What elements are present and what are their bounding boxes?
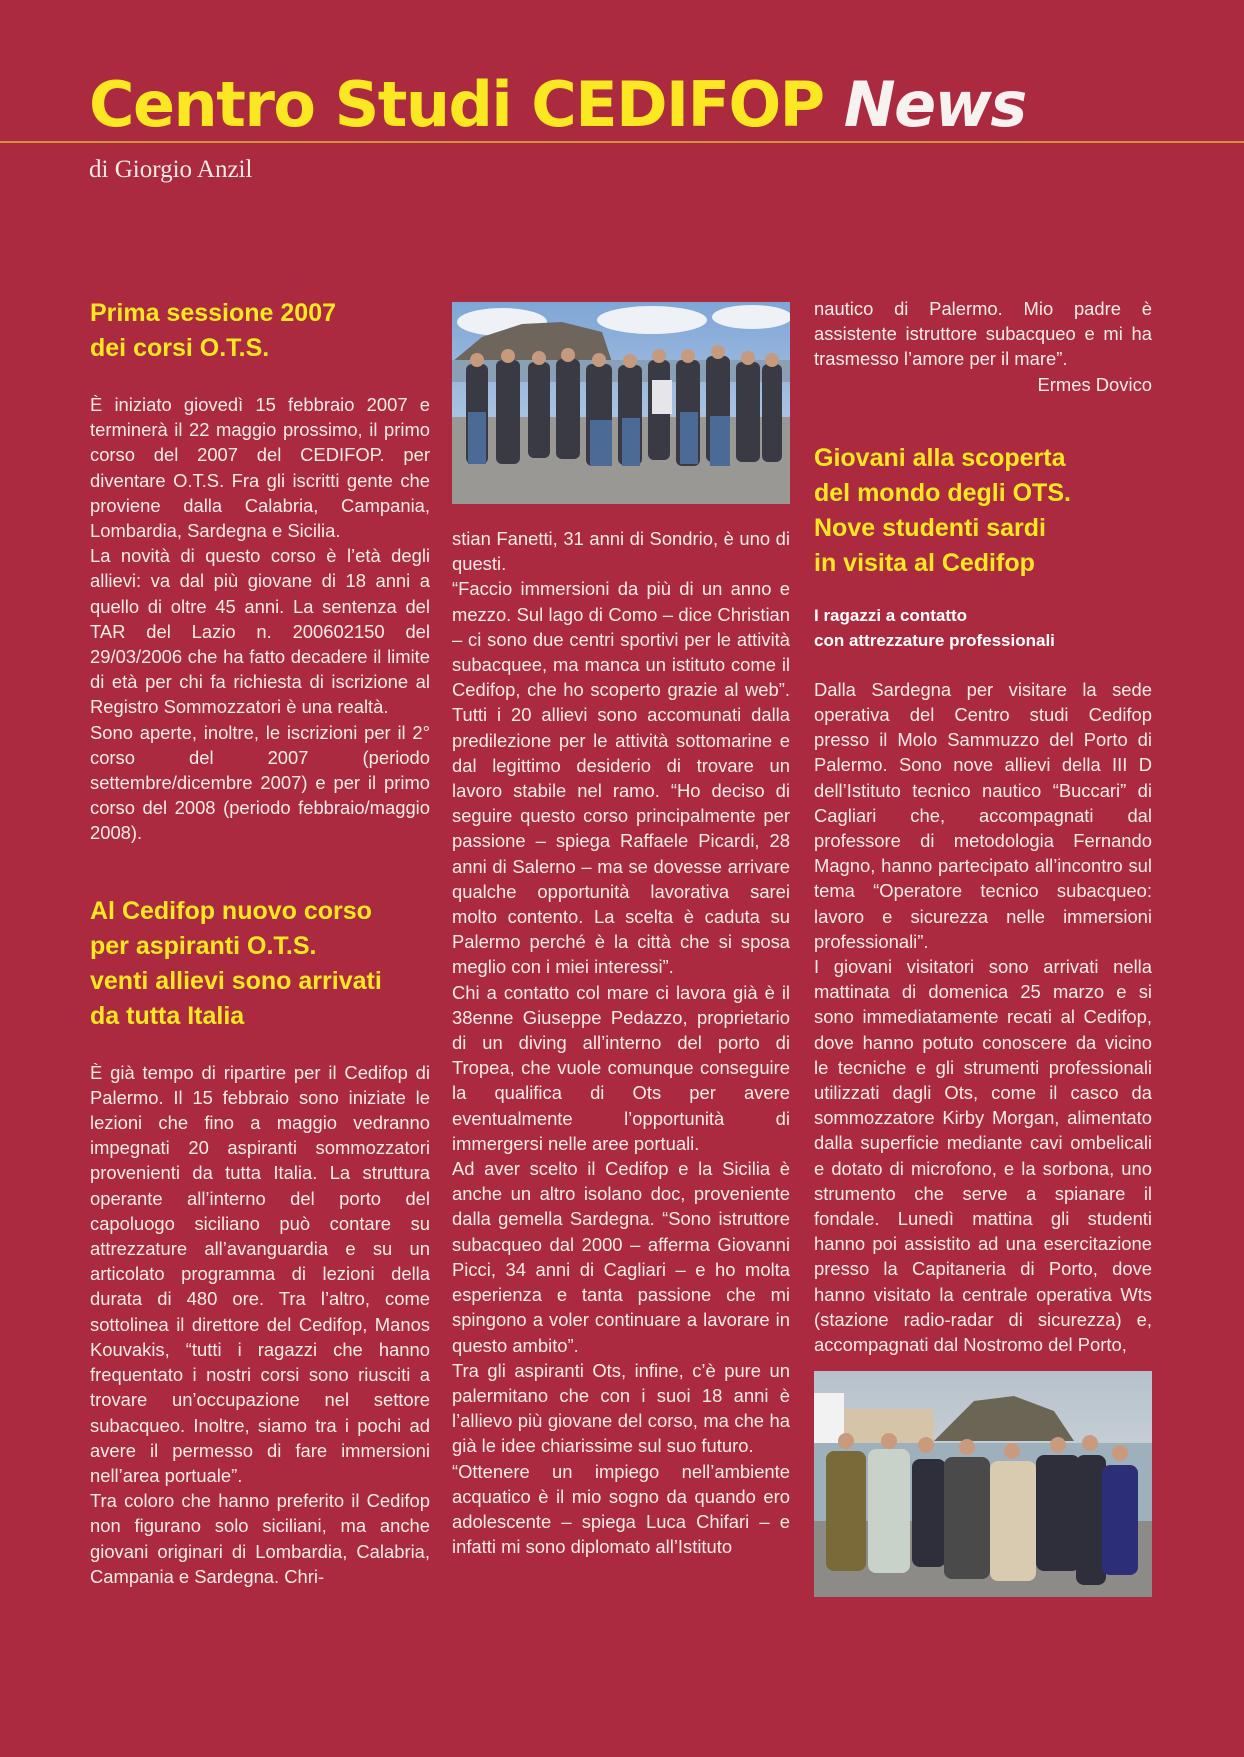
group-photo-1: [452, 302, 790, 504]
article2-signature: Ermes Dovico: [1037, 373, 1152, 395]
article3-subhead: [814, 603, 1152, 653]
article3-headline: [814, 441, 1152, 581]
article3-paragraph: Dalla Sardegna per visitare la sede operativa del Centro studi Cedifop presso il Molo Sammuzzo del Porto di Palermo. Sono nove allievi della III D dell’Istituto tecnico nautico “Buccari” di Cagliari che, accompagnati dal professore di metodologia Fernando Magno, hanno partecipato all’incontro sul tema “Operatore tecnico subacqueo: lavoro e sicurezza nelle immersioni professionali”.: [814, 678, 1152, 952]
article2-paragraph: Chi a contatto col mare ci lavora già è il 38enne Giuseppe Pedazzo, proprietario di un diving all’interno del porto di Tropea, che vuole comunque conseguire la qualifica di Ots per avere eventualmente l’opportunità di immergersi nelle aree portuali.: [452, 981, 790, 1154]
article3-paragraph: I giovani visitatori sono arrivati nella mattinata di domenica 25 marzo e si sono immediatamente recati al Cedifop, dove hanno potuto conoscere da vicino le tecniche e gli strumenti professionali utilizzati dagli Ots, come il casco da sommozzatore Kirby Morgan, alimentato dalla superficie mediante cavi ombelicali e dotato di microfono, e la sorbona, uno strumento che serve a spianare il fondale. Lunedì mattina gli studenti hanno poi assistito ad una esercitazione presso la Capitaneria di Porto, dove hanno visitato la centrale operativa Wts (stazione radio-radar di sicurezza) e, accompagnati dal Nostromo del Porto,: [814, 956, 1152, 1356]
byline: di Giorgio Anzil: [89, 156, 253, 183]
column-2: [452, 302, 790, 1559]
article2-paragraph: È già tempo di ripartire per il Cedifop di Palermo. Il 15 febbraio sono iniziate le lezioni che fino a maggio vedranno impegnati 20 aspiranti sommozzatori provenienti da tutta Italia. La struttura operante all’interno del porto del capoluogo siciliano può contare su attrezzature all’avanguardia e su un articolato programma di lezioni della durata di 480 ore. Tra l’altro, come sottolinea il direttore del Cedifop, Manos Kouvakis, “tutti i ragazzi che hanno frequentato i nostri corsi sono riusciti a trovare un’occupazione nel settore subacqueo. Inoltre, siamo tra i pochi ad avere il permesso di fare immersioni nell’area portuale”.: [90, 1061, 430, 1486]
headline-line: da tutta Italia: [90, 1001, 245, 1030]
article2-paragraph: Tra gli aspiranti Ots, infine, c’è pure un palermitano che con i suoi 18 anni è l’allievo più giovane del corso, ma che ha già le idee chiarissime sul suo futuro.: [452, 1359, 790, 1457]
masthead-rule: [0, 141, 1244, 143]
article2-paragraph: “Faccio immersioni da più di un anno e mezzo. Sul lago di Como – dice Christian – ci sono due centri sportivi per le attività subacquee, ma manca un istituto come il Cedifop, che ho scoperto grazie al web”. Tutti i 20 allievi sono accomunati dalla predilezione per le attività sottomarine e dal legittimo desiderio di trovare un lavoro stabile nel ramo. “Ho deciso di seguire questo corso principalmente per passione – spiega Raffaele Picardi, 28 anni di Salerno – ma se dovesse arrivare qualche opportunità lavorativa sarei molto contento. La scelta è caduta su Palermo perché è la città che si sposa meglio con i miei interessi”.: [452, 578, 790, 978]
headline-line: venti allievi sono arrivati: [90, 966, 382, 995]
subhead-line: con attrezzature professionali: [814, 630, 1055, 650]
headline-line: Nove studenti sardi: [814, 513, 1046, 542]
article1-paragraph: La novità di questo corso è l’età degli allievi: va dal più giovane di 18 anni a quello di oltre 45 anni. La sentenza del TAR del Lazio n. 200602150 del 29/03/2006 che ha fatto decadere il limite di età per chi fa richiesta di iscrizione al Registro Sommozzatori è una realtà.: [90, 545, 430, 718]
article2-paragraph: nautico di Palermo. Mio padre è assistente istruttore subacqueo e mi ha trasmesso l’amore per il mare”.: [814, 298, 1152, 370]
article2-headline: [90, 894, 430, 1034]
group-photo-2: [814, 1371, 1152, 1597]
article2-paragraph: Ad aver scelto il Cedifop e la Sicilia è anche un altro isolano doc, proveniente dalla gemella Sardegna. “Sono istruttore subacqueo dal 2000 – afferma Giovanni Picci, 34 anni di Cagliari – e ho molta esperienza e tanta passione che mi spingono a voler continuare a lavorare in questo ambito”.: [452, 1158, 790, 1356]
masthead-news: News: [843, 68, 1026, 141]
masthead: [89, 68, 1026, 142]
subhead-line: I ragazzi a contatto: [814, 605, 968, 625]
headline-line: Al Cedifop nuovo corso: [90, 896, 372, 925]
article1-paragraph: Sono aperte, inoltre, le iscrizioni per il 2° corso del 2007 (periodo settembre/dicembre 2007) e per il primo corso del 2008 (periodo febbraio/maggio 2008).: [90, 721, 430, 844]
article1-paragraph: È iniziato giovedì 15 febbraio 2007 e terminerà il 22 maggio prossimo, il primo corso del 2007 del CEDIFOP. per diventare O.T.S. Fra gli iscritti gente che proviene dalla Calabria, Campania, Lombardia, Sardegna e Sicilia.: [90, 394, 430, 542]
photo-sardinian-students: [814, 1371, 1152, 1597]
article2-paragraph: stian Fanetti, 31 anni di Sondrio, è uno di questi.: [452, 528, 790, 575]
column-1: [90, 296, 430, 1589]
headline-line: Giovani alla scoperta: [814, 443, 1066, 472]
headline-line: dei corsi O.T.S.: [90, 334, 270, 362]
masthead-brand: Centro Studi CEDIFOP: [89, 68, 824, 141]
article2-paragraph: Tra coloro che hanno preferito il Cedifop non figurano solo siciliani, ma anche giovani originari di Lombardia, Calabria, Campania e Sardegna. Chri-: [90, 1490, 430, 1587]
photo-students-port: [452, 302, 790, 504]
article2-paragraph: “Ottenere un impiego nell’ambiente acquatico è il mio sogno da quando ero adolescente – spiega Luca Chifari – e infatti mi sono diplomato all’Istituto: [452, 1460, 790, 1558]
headline-line: Prima sessione 2007: [90, 299, 336, 327]
headline-line: del mondo degli OTS.: [814, 478, 1071, 507]
headline-line: in visita al Cedifop: [814, 548, 1035, 577]
column-3: [814, 296, 1152, 1597]
headline-line: per aspiranti O.T.S.: [90, 931, 317, 960]
article1-headline: [90, 296, 430, 366]
